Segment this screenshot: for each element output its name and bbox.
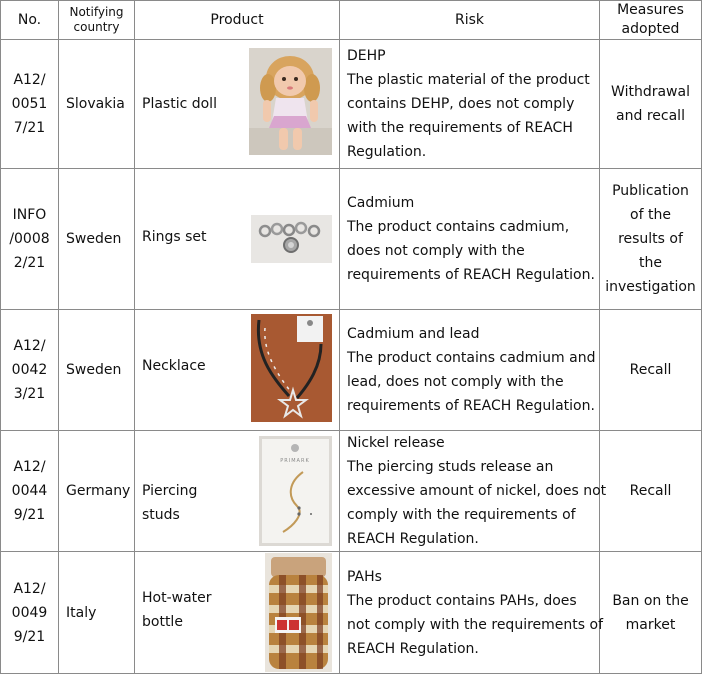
table-row (1, 431, 702, 552)
packaging-brand-text: PRIMARK (280, 457, 310, 464)
notifying-country: Germany (59, 431, 135, 552)
rings-set-photo (251, 215, 332, 263)
notifying-country: Sweden (59, 310, 135, 431)
measures-adopted: Recall (600, 310, 702, 431)
product-name: Hot-water bottle (142, 590, 212, 630)
notifying-country: Italy (59, 552, 135, 674)
table-row (1, 169, 702, 310)
table-row (1, 552, 702, 674)
notification-number: INFO /0008 2/21 (1, 169, 59, 310)
risk-description: DEHP The plastic material of the product contains DEHP, does not comply with the requirements of REACH Regulation. (340, 40, 600, 169)
piercing-studs-photo (259, 436, 332, 546)
measures-adopted: Publication of the results of the investigation (600, 169, 702, 310)
notification-number: A12/ 0042 3/21 (1, 310, 59, 431)
product-cell (135, 169, 340, 310)
header-notifying-country: Notifying country (59, 1, 135, 40)
risk-description: Nickel release The piercing studs release an excessive amount of nickel, does not comply with the requirements of REACH Regulation. (340, 431, 600, 552)
measures-adopted: Ban on the market (600, 552, 702, 674)
header-product: Product (135, 1, 340, 40)
header-risk: Risk (340, 1, 600, 40)
header-no: No. (1, 1, 59, 40)
product-name: Rings set (142, 229, 207, 245)
necklace-photo (251, 314, 332, 422)
table-row (1, 310, 702, 431)
plastic-doll-photo (249, 48, 332, 155)
measures-adopted: Withdrawal and recall (600, 40, 702, 169)
notification-number: A12/ 0051 7/21 (1, 40, 59, 169)
product-cell (135, 310, 340, 431)
notifying-country: Slovakia (59, 40, 135, 169)
measures-adopted: Recall (600, 431, 702, 552)
hot-water-bottle-photo (265, 553, 332, 672)
product-cell (135, 552, 340, 674)
table-row (1, 40, 702, 169)
risk-description: Cadmium and lead The product contains cadmium and lead, does not comply with the requirements of REACH Regulation. (340, 310, 600, 431)
notification-number: A12/ 0044 9/21 (1, 431, 59, 552)
header-row (1, 1, 702, 40)
product-name: Necklace (142, 358, 206, 374)
product-name: Piercing studs (142, 482, 198, 523)
risk-description: PAHs The product contains PAHs, does not comply with the requirements of REACH Regulation. (340, 552, 600, 674)
product-cell (135, 431, 340, 552)
notifying-country: Sweden (59, 169, 135, 310)
header-measures-adopted: Measures adopted (600, 1, 702, 40)
product-name: Plastic doll (142, 96, 217, 112)
risk-description: Cadmium The product contains cadmium, does not comply with the requirements of REACH Regulation. (340, 169, 600, 310)
notification-number: A12/ 0049 9/21 (1, 552, 59, 674)
product-cell (135, 40, 340, 169)
